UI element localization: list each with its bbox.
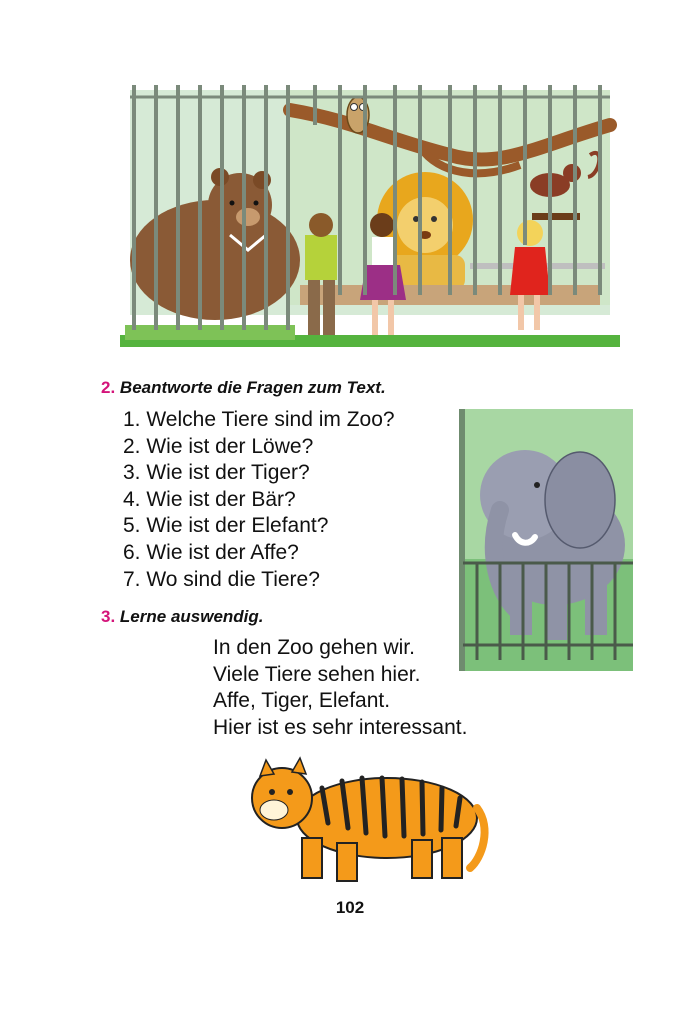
question-item: 7. Wo sind die Tiere? (123, 567, 320, 591)
tiger-illustration (242, 748, 492, 888)
poem-line: Viele Tiere sehen hier. (213, 662, 421, 686)
poem (213, 635, 467, 741)
question-item: 3. Wie ist der Tiger? (123, 461, 310, 485)
exercise-2-number: 2. (101, 378, 116, 397)
exercise-3-title: Lerne auswendig. (119, 607, 264, 626)
zoo-scene-illustration (120, 85, 620, 355)
exercise-3-number: 3. (101, 607, 116, 626)
poem-line: In den Zoo gehen wir. (213, 636, 415, 659)
question-item: 1. Welche Tiere sind im Zoo? (123, 408, 395, 431)
question-list (123, 407, 395, 593)
exercise-2-heading (101, 378, 386, 398)
poem-line: Affe, Tiger, Elefant. (213, 689, 391, 713)
poem-line: Hier ist es sehr interessant. (213, 715, 468, 739)
elephant-illustration (455, 405, 637, 675)
question-item: 4. Wie ist der Bär? (123, 487, 296, 511)
question-item: 2. Wie ist der Löwe? (123, 434, 314, 458)
exercise-2-title: Beantworte die Fragen zum Text. (119, 378, 386, 397)
page-number: 102 (335, 898, 365, 917)
exercise-3-heading (101, 607, 264, 627)
question-item: 5. Wie ist der Elefant? (123, 514, 329, 538)
question-item: 6. Wie ist der Affe? (123, 540, 299, 564)
